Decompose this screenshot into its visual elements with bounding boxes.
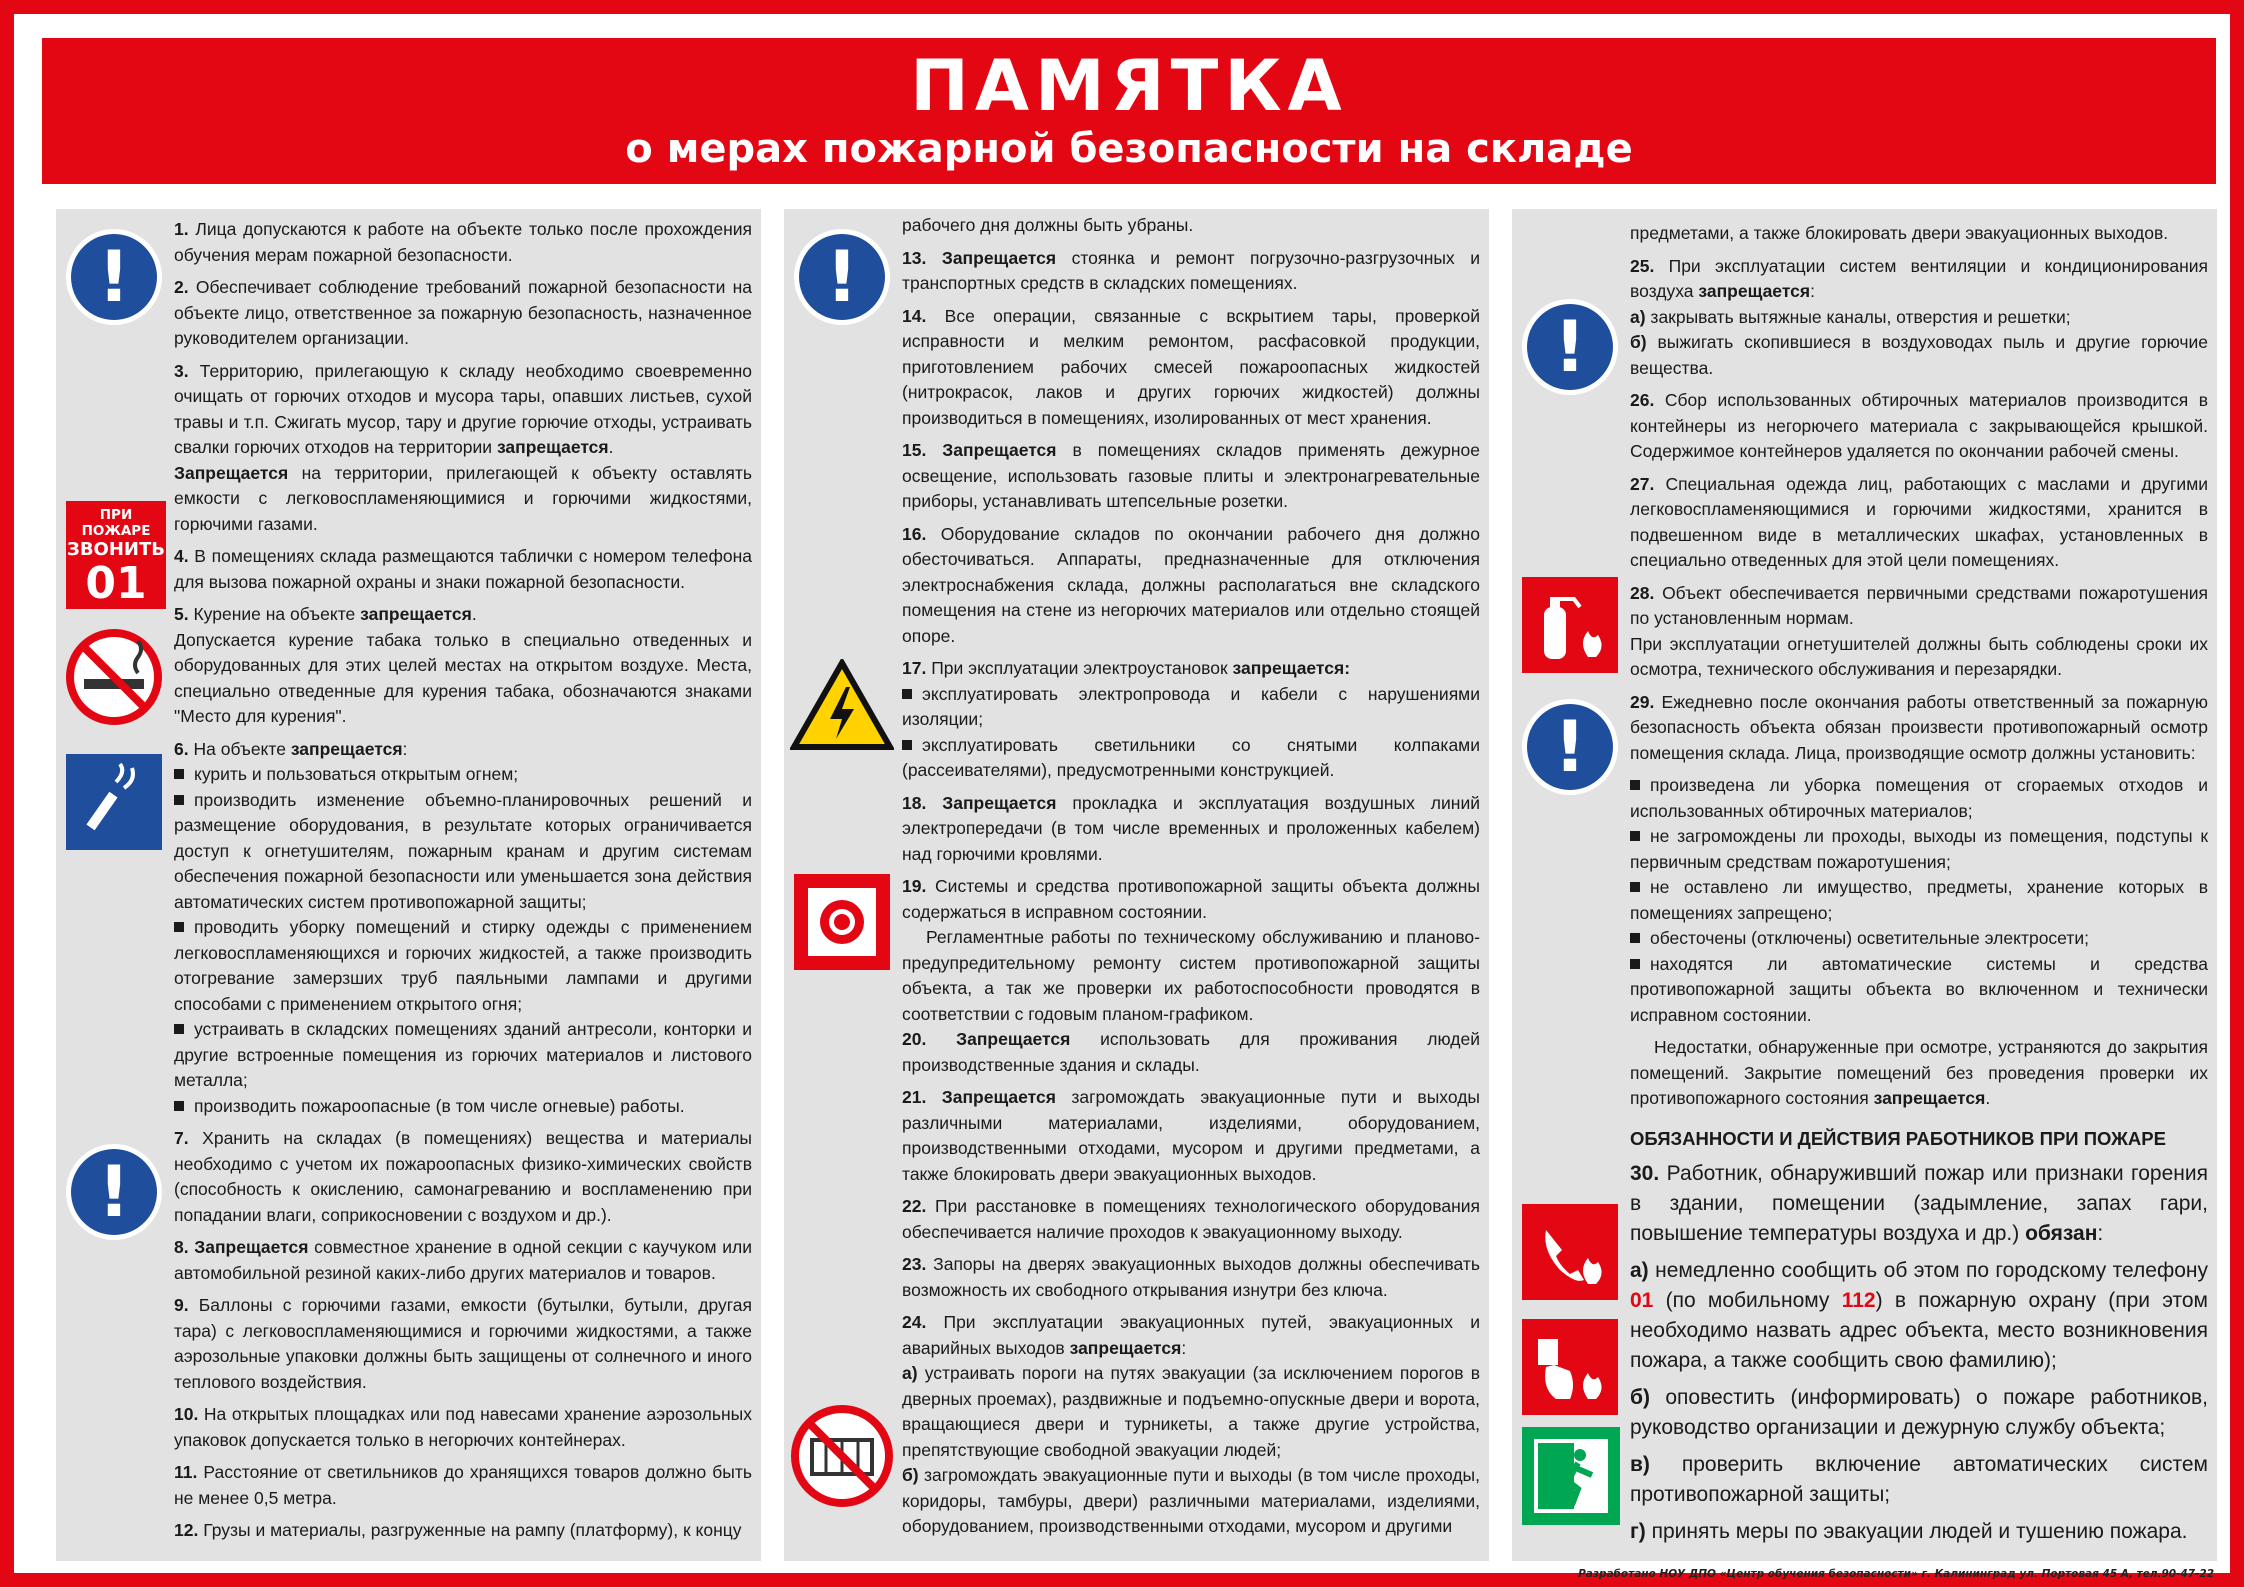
page-subtitle: о мерах пожарной безопасности на складе: [625, 126, 1633, 172]
mandatory-info-icon: !: [66, 229, 162, 325]
mandatory-info-icon-4: !: [1522, 299, 1618, 395]
header: [42, 38, 2216, 184]
fire-phone-number: 01: [1630, 1289, 1654, 1312]
column-1-text: 1. Лица допускаются к работе на объекте только после прохождения обучения мерам пожарной безопасности. 2. Обеспечивает соблюдение требований пожарной безопасности на объекте лицо, ответственное за пожарную безопасность, назначенное руководителем организации. 3. Территорию, прилегающую к складу необходимо своевременно очищать от горючих отходов и мусора тары, опавших листьев, сухой травы и т.п. Сжигать мусор, тару и другие горючие отходы, устраивать свалки горючих отходов на территории запрещается. Запрещается на территории, прилегающей к объекту оставлять емкости с легковоспламеняющимися и горючими жидкостями, горючими газами. 4. В помещениях склада размещаются таблички с номером телефона для вызова пожарной охраны и знаки пожарной безопасности. 5. Курение на объекте запрещается. Допускается курение табака только в специально отведенных и оборудованных для этих целей местах на открытом воздухе. Места, специально отведенные для курения табака, обозначаются знаками "Место для курения". 6. На объекте запрещается: курить и пользоваться открытым огнем; производить изменение объемно-планировочных решений и размещение оборудования, в результате которых ограничивается доступ к огнетушителям, пожарным кранам и другим системам обеспечения пожарной безопасности или уменьшается зона действия автоматических систем противопожарной защиты; проводить уборку помещений и стирку одежды с применением легковоспламеняющихся и горючих жидкостей, а также производить отогревание замерзших труб паяльными лампами и другими способами с применением открытого огня; устраивать в складских помещениях зданий антресоли, конторки и другие встроенные помещения из горючих материалов и листового металла; производить пожароопасные (в том числе огневые) работы. 7. Хранить на складах (в помещениях) вещества и материалы необходимо с учетом их пожароопасных физико-химических свойств (способность к окислению, самонагреванию и воспламенению при попадании влаги, соприкосновении с воздухом и др.). 8. Запрещается совместное хранение в одной секции с каучуком или автомобильной резиной каких-либо других материалов и товаров. 9. Баллоны с горючими газами, емкости (бутылки, бутыли, другая тара) с легковоспламеняющимися и горючими жидкостями, а также аэрозольные упаковки должны быть защищены от солнечного и иного теплового воздействия. 10. На открытых площадках или под навесами хранение аэрозольных упаковок допускается только в негорючих контейнерах. 11. Расстояние от светильников до хранящихся товаров должно быть не менее 0,5 метра. 12. Грузы и материалы, разгруженные на рампу (платформу), к концу: [174, 219, 752, 1540]
fire-alarm-button-icon: [794, 874, 890, 970]
footer-credit: Разработано НОУ ДПО «Центр обучения безопасности» г. Калининград ул. Портовая 45 А, тел.90-47-22: [1578, 1568, 2214, 1580]
mandatory-info-icon-5: !: [1522, 699, 1618, 795]
fire-extinguisher-icon: [1522, 577, 1618, 673]
fire-sign-line2: ЗВОНИТЬ: [67, 539, 165, 560]
emergency-exit-icon: [1522, 1427, 1620, 1525]
column-2: [784, 209, 1489, 1561]
column-2-text: рабочего дня должны быть убраны. 13. Запрещается стоянка и ремонт погрузочно-разгрузочных и транспортных средств в складских помещениях. 14. Все операции, связанные с вскрытием тары, проверкой исправности и мелким ремонтом, расфасовкой продукции, приготовлением рабочих смесей пожароопасных жидкостей (нитрокрасок, лаков и других горючих жидкостей) должны производиться в помещениях, изолированных от мест хранения. 15. Запрещается в помещениях складов применять дежурное освещение, использовать газовые плиты и электронагревательные приборы, устанавливать штепсельные розетки. 16. Оборудование складов по окончании рабочего дня должно обесточиваться. Аппараты, предназначенные для отключения электроснабжения склада, должны располагаться вне складского помещения на стене из негорючих материалов или отдельно стоящей опоре. 17. При эксплуатации электроустановок запрещается: эксплуатировать электропровода и кабели с нарушениями изоляции; эксплуатировать светильники со снятыми колпаками (рассеивателями), предусмотренными конструкцией. 18. Запрещается прокладка и эксплуатация воздушных линий электропередачи (в том числе временных и проложенных кабелем) над горючими кровлями. 19. Системы и средства противопожарной защиты объекта должны содержаться в исправном состоянии. Регламентные работы по техническому обслуживанию и планово-предупредительному ремонту систем противопожарной защиты объекта, а так же проверки их работоспособности проводятся в соответствии с годовым планом-графиком. 20. Запрещается использовать для проживания людей производственные здания и склады. 21. Запрещается загромождать эвакуационные пути и выходы различными материалами, изделиями, оборудованием, производственными отходами, мусором и другими предметами, а также блокировать двери эвакуационных выходов. 22. При расстановке в помещениях технологического оборудования обеспечивается наличие проходов к эвакуационному выходу. 23. Запоры на дверях эвакуационных выходов должны обеспечивать возможность их свободного открывания изнутри без ключа. 24. При эксплуатации эвакуационных путей, эвакуационных и аварийных выходов запрещается: а) устраивать пороги на путях эвакуации (за исключением порогов в дверных проемах), раздвижные и подъемно-опускные двери и ворота, вращающиеся двери и турникеты, а также другие устройства, препятствующие свободной эвакуации людей; б) загромождать эвакуационные пути и выходы (в том числе проходы, коридоры, тамбуры, двери) различными материалами, изделиями, оборудованием, производственными отходами, мусором и другими: [902, 215, 1480, 1536]
column-3-text: предметами, а также блокировать двери эвакуационных выходов. 25. При эксплуатации систем вентиляции и кондиционирования воздуха запрещается: а) закрывать вытяжные каналы, отверстия и решетки; б) выжигать скопившиеся в воздуховодах пыль и другие горючие вещества. 26. Сбор использованных обтирочных материалов производится в контейнеры из негорючего материала с закрывающейся крышкой. Содержимое контейнеров удаляется по окончании рабочей смены. 27. Специальная одежда лиц, работающих с маслами и другими легковоспламеняющимися и горючими жидкостями, хранится в подвешенном виде в металлических шкафах, установленных в специально отведенных для этой цели помещениях. 28. Объект обеспечивается первичными средствами пожаротушения по установленным нормам. При эксплуатации огнетушителей должны быть соблюдены сроки их осмотра, технического обслуживания и перезарядки. 29. Ежедневно после окончания работы ответственный за пожарную безопасность объекта обязан произвести противопожарный осмотр помещения склада. Лица, производящие осмотр должны установить: произведена ли уборка помещения от сгораемых отходов и использованных обтирочных материалов; не загромождены ли проходы, выходы из помещения, подступы к первичным средствам пожаротушения; не оставлено ли имущество, предметы, хранение которых в помещениях запрещено; обесточены (отключены) осветительные электросети; находятся ли автоматические системы и средства противопожарной защиты объекта во включенном и технически исправном состоянии. Недостатки, обнаруженные при осмотре, устраняются до закрытия помещений. Закрытие помещений без проведения проверки их противопожарного состояния запрещается. ОБЯЗАННОСТИ И ДЕЙСТВИЯ РАБОТНИКОВ ПРИ ПОЖАРЕ 30. Работник, обнаруживший пожар или признаки горения в здании, помещении (задымление, запах гари, повышение температуры воздуха и др.) обязан: а) немедленно сообщить об этом по городскому телефону 01 (по мобильному 112) в пожарную охрану (при этом необходимо назвать адрес объекта, место возникновения пожара, а также сообщить свою фамилию); б) оповестить (информировать) о пожаре работников, руководство организации и дежурную службу объекта; в) проверить включение автоматических систем противопожарной защиты; г) принять меры по эвакуации людей и тушению пожара.: [1630, 223, 2208, 1543]
fire-call-sign: [66, 501, 166, 609]
fire-sign-number: 01: [85, 558, 147, 609]
column-1: [56, 209, 761, 1561]
fire-phone-icon: [1522, 1204, 1618, 1300]
mandatory-info-icon-2: !: [66, 1144, 162, 1240]
electric-hazard-icon: [790, 659, 894, 753]
fire-sign-line1: ПРИ ПОЖАРЕ: [81, 507, 151, 539]
fire-alarm-call-point-icon: [1522, 1319, 1618, 1415]
smoking-area-icon: [66, 754, 162, 850]
page-title: ПАМЯТКА: [910, 45, 1348, 127]
mandatory-info-icon-3: !: [794, 229, 890, 325]
mobile-emergency-number: 112: [1841, 1289, 1876, 1312]
section-heading: ОБЯЗАННОСТИ И ДЕЙСТВИЯ РАБОТНИКОВ ПРИ ПОЖАРЕ: [1630, 1127, 2166, 1149]
no-blocking-exit-icon: [790, 1404, 894, 1508]
column-3: [1512, 209, 2217, 1561]
no-smoking-icon: [66, 629, 162, 725]
